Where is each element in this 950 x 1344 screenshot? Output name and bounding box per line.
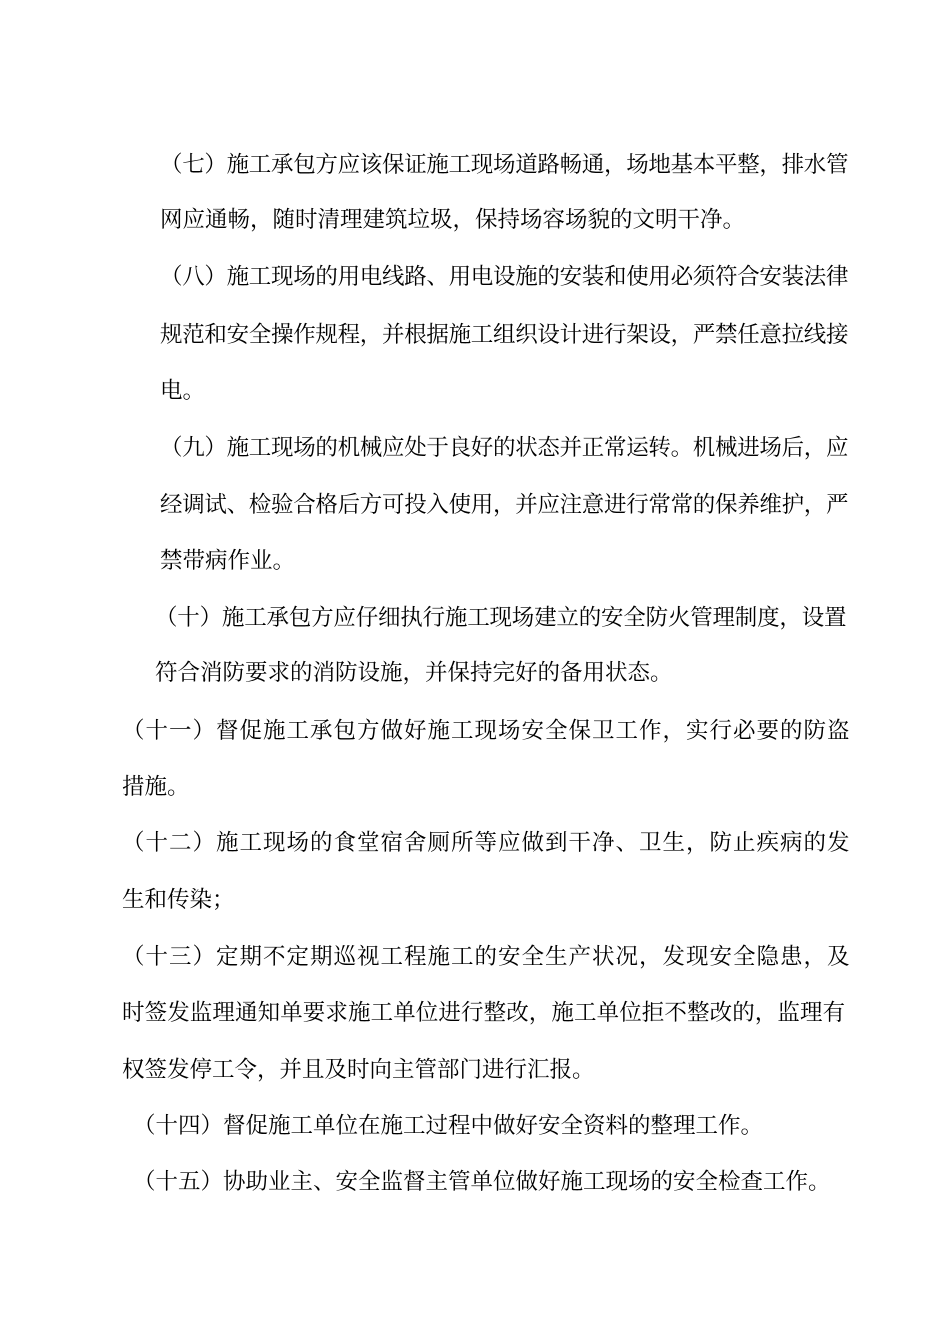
paragraph-8-line-3: 电。 bbox=[160, 378, 206, 404]
paragraph-8-line-1: （八）施工现场的用电线路、用电设施的安装和使用必须符合安装法律 bbox=[160, 264, 849, 290]
paragraph-11-line-1: （十一）督促施工承包方做好施工现场安全保卫工作，实行必要的防盗 bbox=[122, 718, 851, 744]
paragraph-13-line-2: 时签发监理通知单要求施工单位进行整改，施工单位拒不整改的，监理有 bbox=[122, 1000, 846, 1026]
paragraph-9-line-2: 经调试、检验合格后方可投入使用，并应注意进行常常的保养维护，严 bbox=[160, 492, 849, 518]
paragraph-10-line-2: 符合消防要求的消防设施，并保持完好的备用状态。 bbox=[155, 660, 673, 686]
paragraph-15-line-1: （十五）协助业主、安全监督主管单位做好施工现场的安全检查工作。 bbox=[133, 1169, 831, 1195]
paragraph-13-line-1: （十三）定期不定期巡视工程施工的安全生产状况，发现安全隐患，及 bbox=[122, 944, 851, 970]
paragraph-12-line-2: 生和传染； bbox=[122, 887, 235, 913]
paragraph-7-line-1: （七）施工承包方应该保证施工现场道路畅通，场地基本平整，排水管 bbox=[160, 152, 849, 178]
paragraph-9-line-3: 禁带病作业。 bbox=[160, 548, 296, 574]
paragraph-12-line-1: （十二）施工现场的食堂宿舍厕所等应做到干净、卫生，防止疾病的发 bbox=[122, 830, 851, 856]
paragraph-11-line-2: 措施。 bbox=[122, 774, 190, 800]
paragraph-8-line-2: 规范和安全操作规程，并根据施工组织设计进行架设，严禁任意拉线接 bbox=[160, 322, 849, 348]
paragraph-13-line-3: 权签发停工令，并且及时向主管部门进行汇报。 bbox=[122, 1057, 595, 1083]
paragraph-7-line-2: 网应通畅，随时清理建筑垃圾，保持场容场貌的文明干净。 bbox=[160, 207, 746, 233]
paragraph-9-line-1: （九）施工现场的机械应处于良好的状态并正常运转。机械进场后，应 bbox=[160, 435, 849, 461]
paragraph-14-line-1: （十四）督促施工单位在施工过程中做好安全资料的整理工作。 bbox=[133, 1113, 764, 1139]
paragraph-10-line-1: （十）施工承包方应仔细执行施工现场建立的安全防火管理制度，设置 bbox=[155, 605, 847, 631]
